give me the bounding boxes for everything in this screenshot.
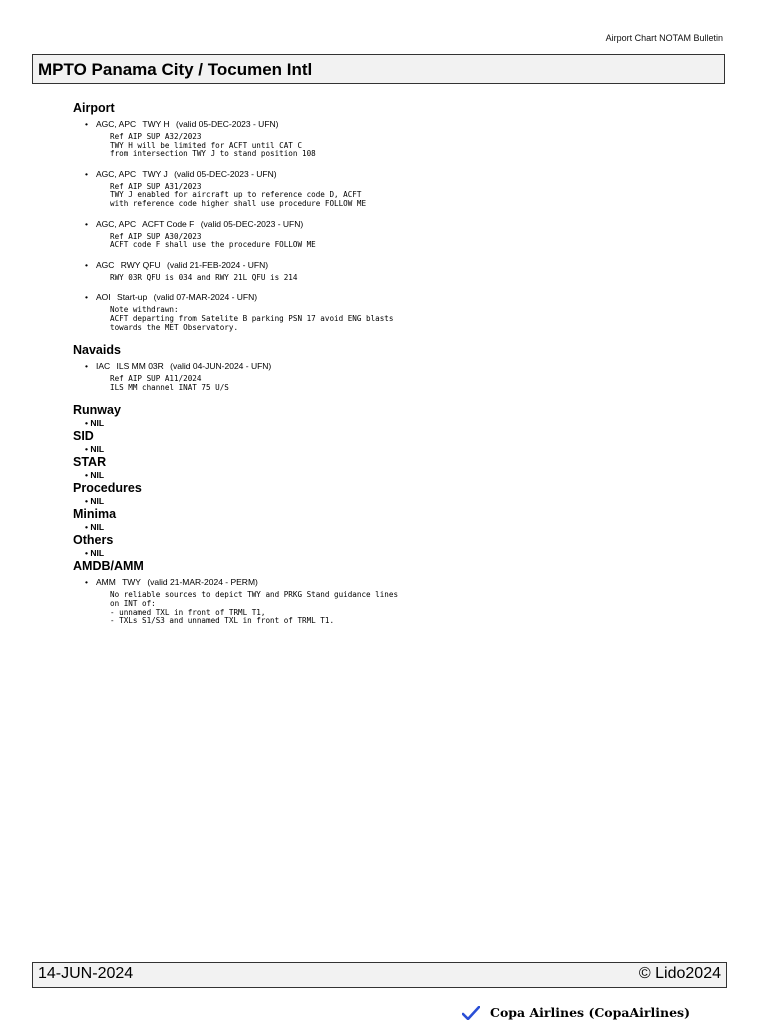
notam-subject: RWY QFU [120,259,161,270]
section-title-amdb: AMDB/AMM [73,559,144,574]
notam-text: Note withdrawn: ACFT departing from Satelite B parking PSN 17 avoid ENG blasts towards the MET Observatory. [110,305,394,332]
check-icon [462,1006,480,1020]
notam-item [85,219,713,250]
notam-text: No reliable sources to depict TWY and PRKG Stand guidance lines on INT of: - unnamed TXL in front of TRML T1, - TXLs S1/S3 and unnamed TXL in front of TRML T1. [110,590,399,626]
notam-codes: AMM [96,577,116,588]
notam-subject: Start-up [117,292,148,303]
notam-item [85,361,713,392]
section-title-minima: Minima [73,507,117,522]
notam-validity: (valid 04-JUN-2024 - UFN) [170,361,272,372]
airline-signature [462,1005,690,1020]
section-minima [73,506,713,532]
section-title-sid: SID [73,429,94,444]
notam-text: Ref AIP SUP A32/2023 TWY H will be limited for ACFT until CAT C from intersection TWY J to stand position 108 [110,132,316,159]
section-title-airport: Airport [73,101,115,115]
section-amdb [73,558,713,625]
notam-codes: AGC, APC [96,168,137,179]
section-others [73,532,713,558]
section-title-navaids: Navaids [73,343,121,358]
nil-runway: • NIL [85,418,105,429]
notam-subject: TWY H [142,119,170,129]
notam-subject: ACFT Code F [142,218,195,229]
section-sid [73,428,713,454]
footer-date: 14-JUN-2024 [38,965,134,982]
section-title-others: Others [73,533,114,548]
airline-name: Copa Airlines (CopaAirlines) [490,1005,690,1020]
section-star [73,454,713,480]
notam-validity: (valid 21-MAR-2024 - PERM) [147,577,258,588]
notam-item [85,292,713,332]
notam-text: RWY 03R QFU is 034 and RWY 21L QFU is 214 [110,272,298,282]
footer-bar [32,962,727,988]
nil-minima: • NIL [85,522,105,533]
notam-item [85,260,713,283]
notam-validity: (valid 21-FEB-2024 - UFN) [167,259,269,270]
notam-subject: TWY J [142,168,168,179]
notam-subject: ILS MM 03R [116,361,164,372]
section-procedures [73,480,713,506]
notam-codes: IAC [96,361,111,372]
section-title-star: STAR [73,455,107,470]
notam-validity: (valid 05-DEC-2023 - UFN) [175,119,279,129]
notam-codes: AGC [96,259,115,270]
notam-text: Ref AIP SUP A30/2023 ACFT code F shall use the procedure FOLLOW ME [110,231,316,250]
notam-item [85,119,713,159]
notam-validity: (valid 05-DEC-2023 - UFN) [174,168,277,179]
notam-text: Ref AIP SUP A11/2024 ILS MM channel INAT 75 U/S [110,374,229,392]
section-title-runway: Runway [73,403,121,418]
section-navaids [73,342,713,392]
bulletin-label: Airport Chart NOTAM Bulletin [605,33,723,43]
notam-validity: (valid 07-MAR-2024 - UFN) [153,292,258,303]
notam-text: Ref AIP SUP A31/2023 TWY J enabled for aircraft up to reference code D, ACFT with reference code higher shall use procedure FOLLOW ME [110,181,367,208]
notam-content [73,100,713,636]
notam-subject: TWY [122,577,141,588]
notam-codes: AGC, APC [96,218,137,229]
notam-item [85,169,713,209]
page-title: MPTO Panama City / Tocumen Intl [32,54,725,84]
section-runway [73,402,713,428]
notam-item [85,577,713,625]
nil-star: • NIL [85,470,105,481]
section-title-procedures: Procedures [73,481,142,496]
nil-others: • NIL [85,548,105,559]
footer-copyright: © Lido2024 [638,965,721,982]
notam-validity: (valid 05-DEC-2023 - UFN) [200,218,304,229]
section-airport [73,100,713,332]
nil-sid: • NIL [85,444,105,455]
notam-codes: AGC, APC [96,119,137,129]
notam-codes: AOI [96,292,111,303]
nil-procedures: • NIL [85,496,105,507]
